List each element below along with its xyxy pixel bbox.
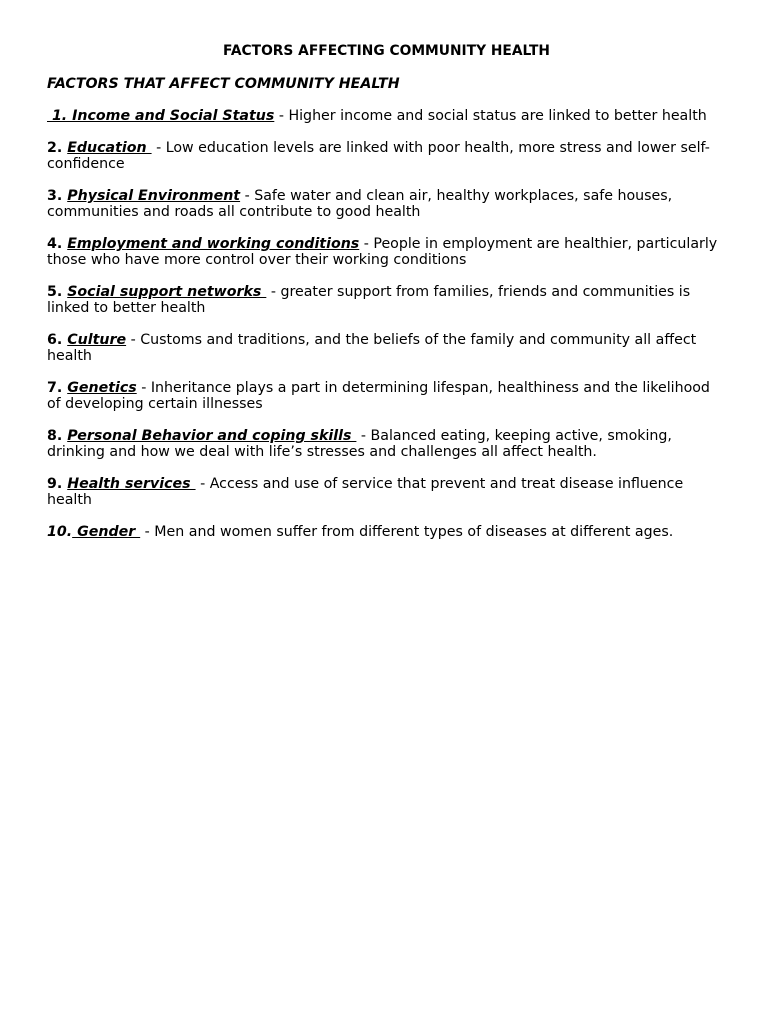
- factor-term: Health services: [67, 476, 196, 492]
- factor-item-employment: [47, 236, 722, 268]
- factor-number: 5.: [47, 284, 68, 300]
- factor-description: - Higher income and social status are linked to better health: [274, 108, 707, 124]
- factor-number: 10.: [47, 524, 73, 540]
- factor-description: - Inheritance plays a part in determining lifespan, healthiness and the likelihood of developing certain illnesses: [47, 380, 710, 412]
- factor-item-social-support: [47, 284, 722, 316]
- factor-term: 1. Income and Social Status: [47, 108, 275, 124]
- factor-description: - Men and women suffer from different types of diseases at different ages.: [140, 524, 674, 540]
- factor-term: Culture: [67, 332, 127, 348]
- document-title: FACTORS AFFECTING COMMUNITY HEALTH: [223, 43, 550, 59]
- factor-number: 2.: [47, 140, 68, 156]
- document-subtitle: FACTORS THAT AFFECT COMMUNITY HEALTH: [47, 76, 400, 92]
- factor-description: - People in employment are healthier, particularly those who have more control over their working conditions: [47, 236, 718, 268]
- factor-term: Personal Behavior and coping skills: [67, 428, 357, 444]
- factor-description: - Customs and traditions, and the beliefs of the family and community all affect health: [47, 332, 697, 364]
- factor-number: 3.: [47, 188, 68, 204]
- factor-item-health-services: [47, 476, 722, 508]
- factor-number: 9.: [47, 476, 68, 492]
- factor-item-income: [47, 108, 722, 124]
- factor-description: - Safe water and clean air, healthy workplaces, safe houses, communities and roads all contribute to good health: [47, 188, 673, 220]
- factor-term: Physical Environment: [67, 188, 241, 204]
- factor-description: - Access and use of service that prevent and treat disease influence health: [47, 476, 684, 508]
- factor-term: Genetics: [67, 380, 137, 396]
- factor-term: Gender: [72, 524, 141, 540]
- factor-term: Employment and working conditions: [67, 236, 360, 252]
- factor-item-gender: [47, 524, 722, 540]
- factor-description: - Low education levels are linked with poor health, more stress and lower self-confidence: [47, 140, 710, 172]
- factor-description: - Balanced eating, keeping active, smoking, drinking and how we deal with life’s stresses and challenges all affect health.: [47, 428, 672, 460]
- factor-item-personal-behavior: [47, 428, 722, 460]
- factor-item-genetics: [47, 380, 722, 412]
- factor-number: 4.: [47, 236, 68, 252]
- factor-term: Social support networks: [67, 284, 267, 300]
- factor-number: 8.: [47, 428, 68, 444]
- factor-number: 6.: [47, 332, 68, 348]
- factor-description: - greater support from families, friends and communities is linked to better health: [47, 284, 691, 316]
- factor-number: 7.: [47, 380, 68, 396]
- factor-term: Education: [67, 140, 152, 156]
- factor-item-culture: [47, 332, 722, 364]
- factor-item-physical-environment: [47, 188, 722, 220]
- factor-item-education: [47, 140, 722, 172]
